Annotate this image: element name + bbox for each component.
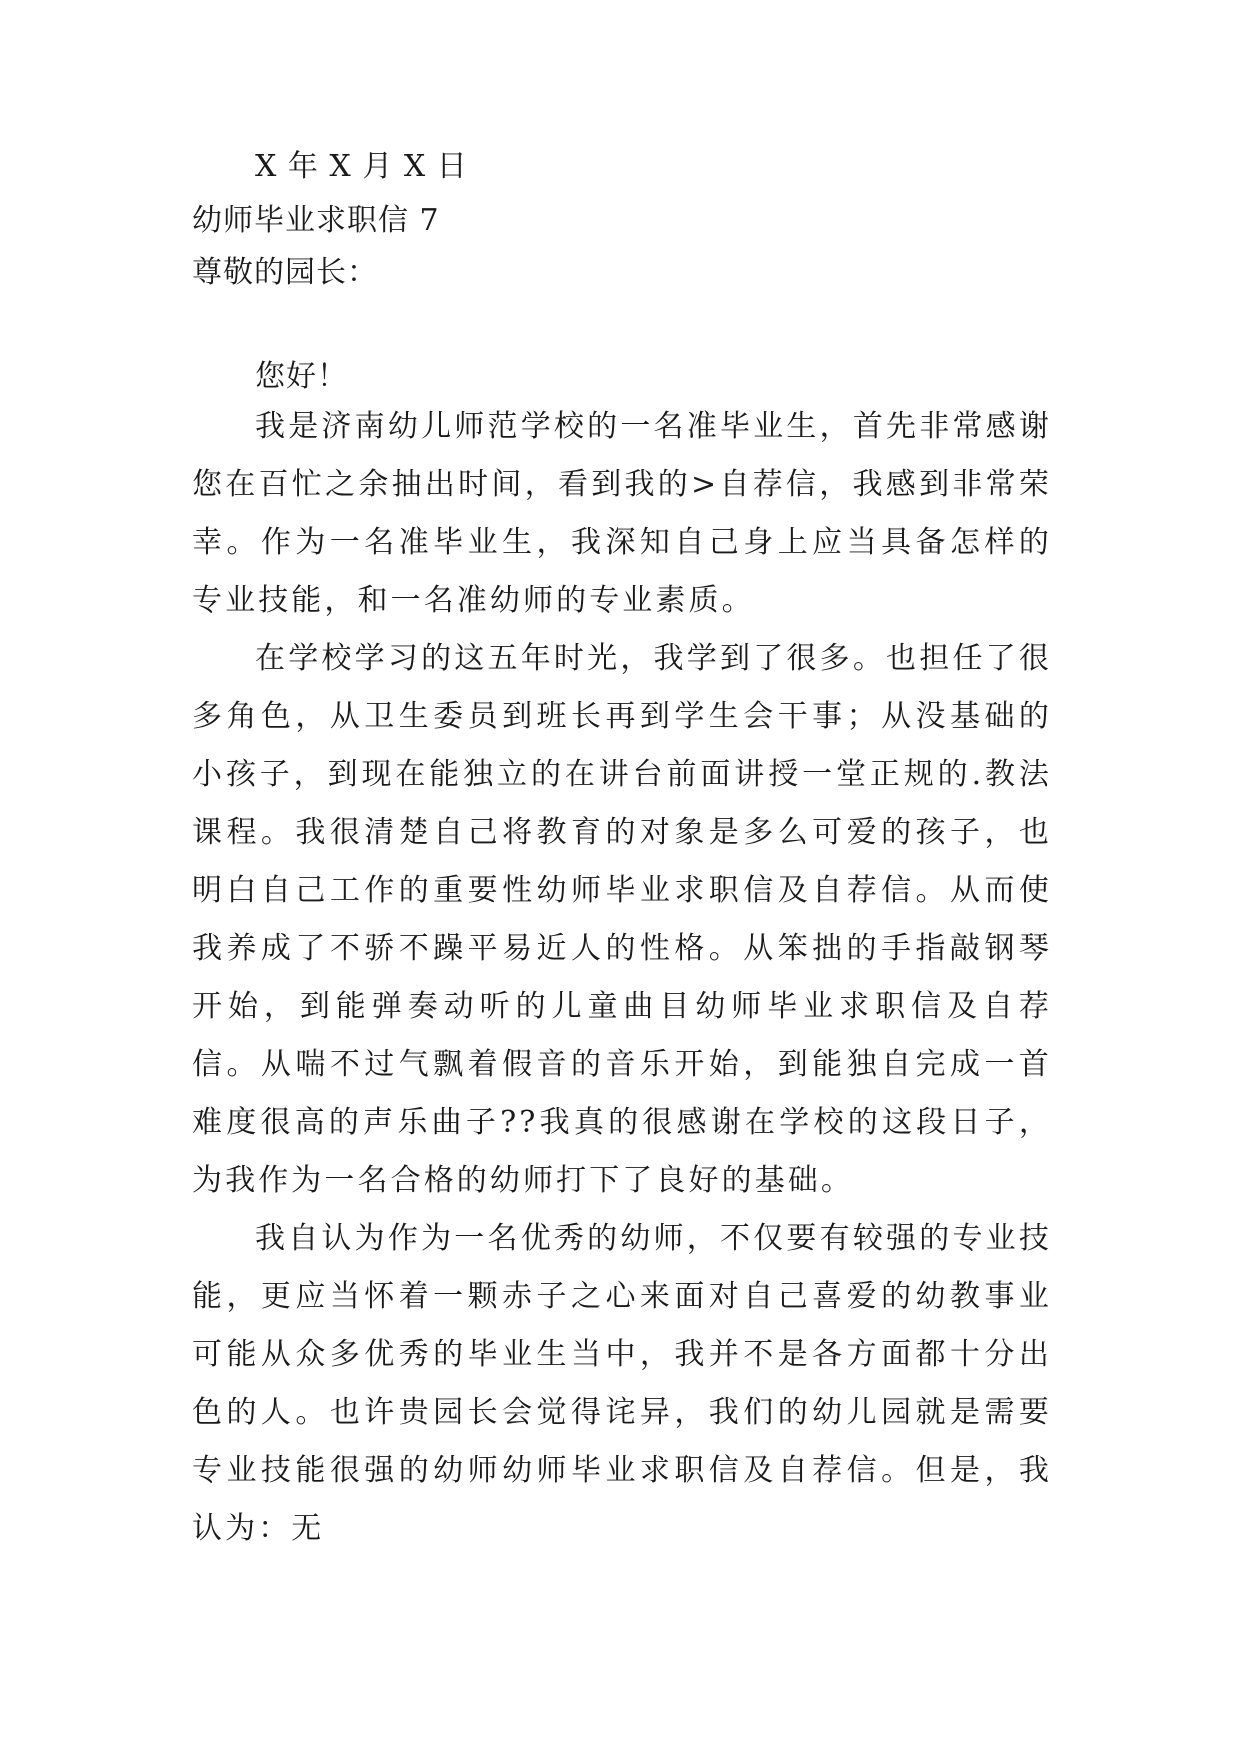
salutation: 尊敬的园长： [192, 255, 378, 290]
letter-body [192, 398, 1052, 1558]
date-line: X 年 X 月 X 日 [255, 149, 468, 184]
letter-title: 幼师毕业求职信 7 [192, 203, 440, 238]
greeting: 您好！ [255, 359, 348, 394]
paragraph: 在学校学习的这五年时光，我学到了很多。也担任了很多角色，从卫生委员到班长再到学生会干事；从没基础的小孩子，到现在能独立的在讲台前面讲授一堂正规的.教法课程。我很清楚自己将教育的对象是多么可爱的孩子，也明白自己工作的重要性幼师毕业求职信及自荐信。从而使我养成了不骄不躁平易近人的性格。从笨拙的手指敲钢琴开始，到能弹奏动听的儿童曲目幼师毕业求职信及自荐信。从喘不过气飘着假音的音乐开始，到能独自完成一首难度很高的声乐曲子??我真的很感谢在学校的这段日子，为我作为一名合格的幼师打下了良好的基础。 [192, 641, 1052, 1198]
paragraph: 我自认为作为一名优秀的幼师，不仅要有较强的专业技能，更应当怀着一颗赤子之心来面对自己喜爱的幼教事业可能从众多优秀的毕业生当中，我并不是各方面都十分出色的人。也许贵园长会觉得诧异，我们的幼儿园就是需要专业技能很强的幼师幼师毕业求职信及自荐信。但是，我认为：无 [192, 1221, 1052, 1546]
paragraph: 我是济南幼儿师范学校的一名准毕业生，首先非常感谢您在百忙之余抽出时间，看到我的>自荐信，我感到非常荣幸。作为一名准毕业生，我深知自己身上应当具备怎样的专业技能，和一名准幼师的专业素质。 [192, 409, 1052, 618]
